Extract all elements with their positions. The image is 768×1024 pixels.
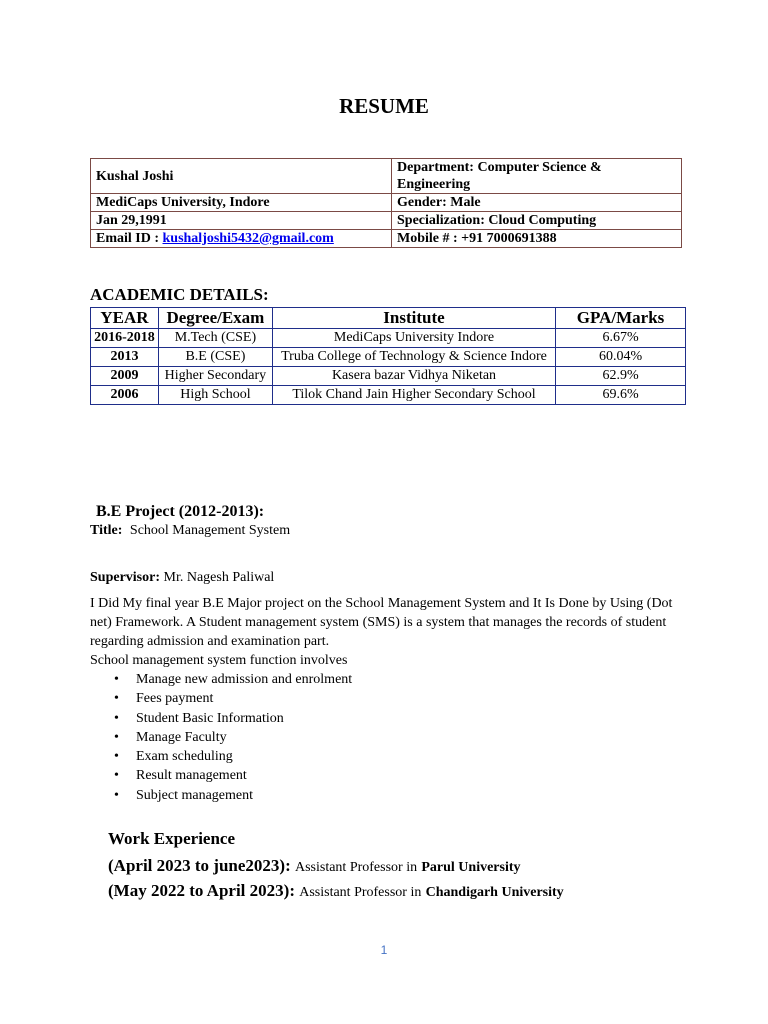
list-item: [90, 786, 352, 805]
bullet-icon: •: [114, 768, 119, 784]
year-cell: 2013: [91, 348, 159, 367]
email-label: Email ID :: [96, 231, 163, 246]
year-cell: 2016-2018: [91, 329, 159, 348]
list-item-text: Student Basic Information: [136, 710, 284, 726]
list-item-text: Fees payment: [136, 691, 214, 707]
email-cell: [91, 230, 392, 248]
degree-cell: M.Tech (CSE): [158, 329, 272, 348]
work-org: Parul University: [421, 860, 521, 875]
functions-list: [90, 670, 352, 805]
institute-cell: Truba College of Technology & Science Indore: [272, 348, 555, 367]
work-item: [108, 856, 521, 876]
page-title: RESUME: [339, 94, 429, 118]
gender-cell: Gender: Male: [392, 194, 682, 212]
marks-cell: 69.6%: [556, 386, 686, 405]
list-item: [90, 747, 352, 766]
col-header-degree: Degree/Exam: [158, 308, 272, 329]
table-row: [91, 230, 682, 248]
list-item: [90, 728, 352, 747]
project-heading: B.E Project (2012-2013):: [96, 503, 265, 520]
year-cell: 2009: [91, 367, 159, 386]
academic-heading: ACADEMIC DETAILS:: [90, 285, 269, 304]
project-title-line: [90, 523, 290, 539]
work-heading: Work Experience: [108, 829, 236, 848]
table-row: [91, 348, 686, 367]
bullet-icon: •: [114, 749, 119, 765]
institute-cell: Tilok Chand Jain Higher Secondary School: [272, 386, 555, 405]
list-item: [90, 670, 352, 689]
degree-cell: B.E (CSE): [158, 348, 272, 367]
project-title-label: Title:: [90, 523, 123, 538]
table-row: [91, 194, 682, 212]
name-cell: Kushal Joshi: [91, 159, 392, 194]
supervisor-value: Mr. Nagesh Paliwal: [163, 570, 275, 585]
page-number: 1: [380, 943, 388, 957]
list-item-text: Result management: [136, 768, 247, 784]
table-row: [91, 386, 686, 405]
bullet-icon: •: [114, 691, 119, 707]
degree-cell: High School: [158, 386, 272, 405]
table-row: [91, 367, 686, 386]
table-row: [91, 329, 686, 348]
email-link[interactable]: kushaljoshi5432@gmail.com: [162, 231, 334, 246]
university-cell: MediCaps University, Indore: [91, 194, 392, 212]
work-item: [108, 881, 564, 901]
bullet-icon: •: [114, 710, 119, 726]
functions-intro: School management system function involves: [90, 653, 348, 668]
mobile-cell: Mobile # : +91 7000691388: [392, 230, 682, 248]
list-item-text: Manage Faculty: [136, 729, 227, 745]
work-org: Chandigarh University: [425, 885, 564, 900]
list-item: [90, 689, 352, 708]
list-item-text: Manage new admission and enrolment: [136, 672, 353, 687]
personal-info-table: [90, 158, 682, 248]
institute-cell: MediCaps University Indore: [272, 329, 555, 348]
list-item-text: Subject management: [136, 787, 254, 803]
list-item: [90, 766, 352, 785]
supervisor-line: [90, 570, 274, 586]
bullet-icon: •: [114, 729, 119, 745]
academic-table: [90, 307, 686, 405]
department-cell: Department: Computer Science & Engineering: [392, 159, 682, 194]
list-item-text: Exam scheduling: [136, 749, 233, 765]
academic-header-row: [91, 308, 686, 329]
table-row: [91, 159, 682, 194]
supervisor-label: Supervisor:: [90, 570, 160, 585]
marks-cell: 62.9%: [556, 367, 686, 386]
work-range: (April 2023 to june2023):: [108, 856, 291, 875]
work-role: Assistant Professor in: [299, 885, 422, 900]
institute-cell: Kasera bazar Vidhya Niketan: [272, 367, 555, 386]
project-description: [90, 594, 680, 670]
marks-cell: 6.67%: [556, 329, 686, 348]
col-header-marks: GPA/Marks: [556, 308, 686, 329]
col-header-institute: Institute: [272, 308, 555, 329]
marks-cell: 60.04%: [556, 348, 686, 367]
table-row: [91, 212, 682, 230]
specialization-cell: Specialization: Cloud Computing: [392, 212, 682, 230]
list-item: [90, 709, 352, 728]
project-title-value: School Management System: [129, 523, 291, 538]
col-header-year: YEAR: [91, 308, 159, 329]
degree-cell: Higher Secondary: [158, 367, 272, 386]
work-range: (May 2022 to April 2023):: [108, 881, 295, 900]
dob-cell: Jan 29,1991: [91, 212, 392, 230]
bullet-icon: •: [114, 787, 119, 803]
work-role: Assistant Professor in: [294, 860, 418, 875]
year-cell: 2006: [91, 386, 159, 405]
project-description-text: I Did My final year B.E Major project on the School Management System and It Is Done by Using (Dot net) Framework. A Student management system (SMS) is a system that manages the records of student regarding admission and examination part.: [90, 596, 673, 649]
bullet-icon: •: [114, 672, 119, 687]
